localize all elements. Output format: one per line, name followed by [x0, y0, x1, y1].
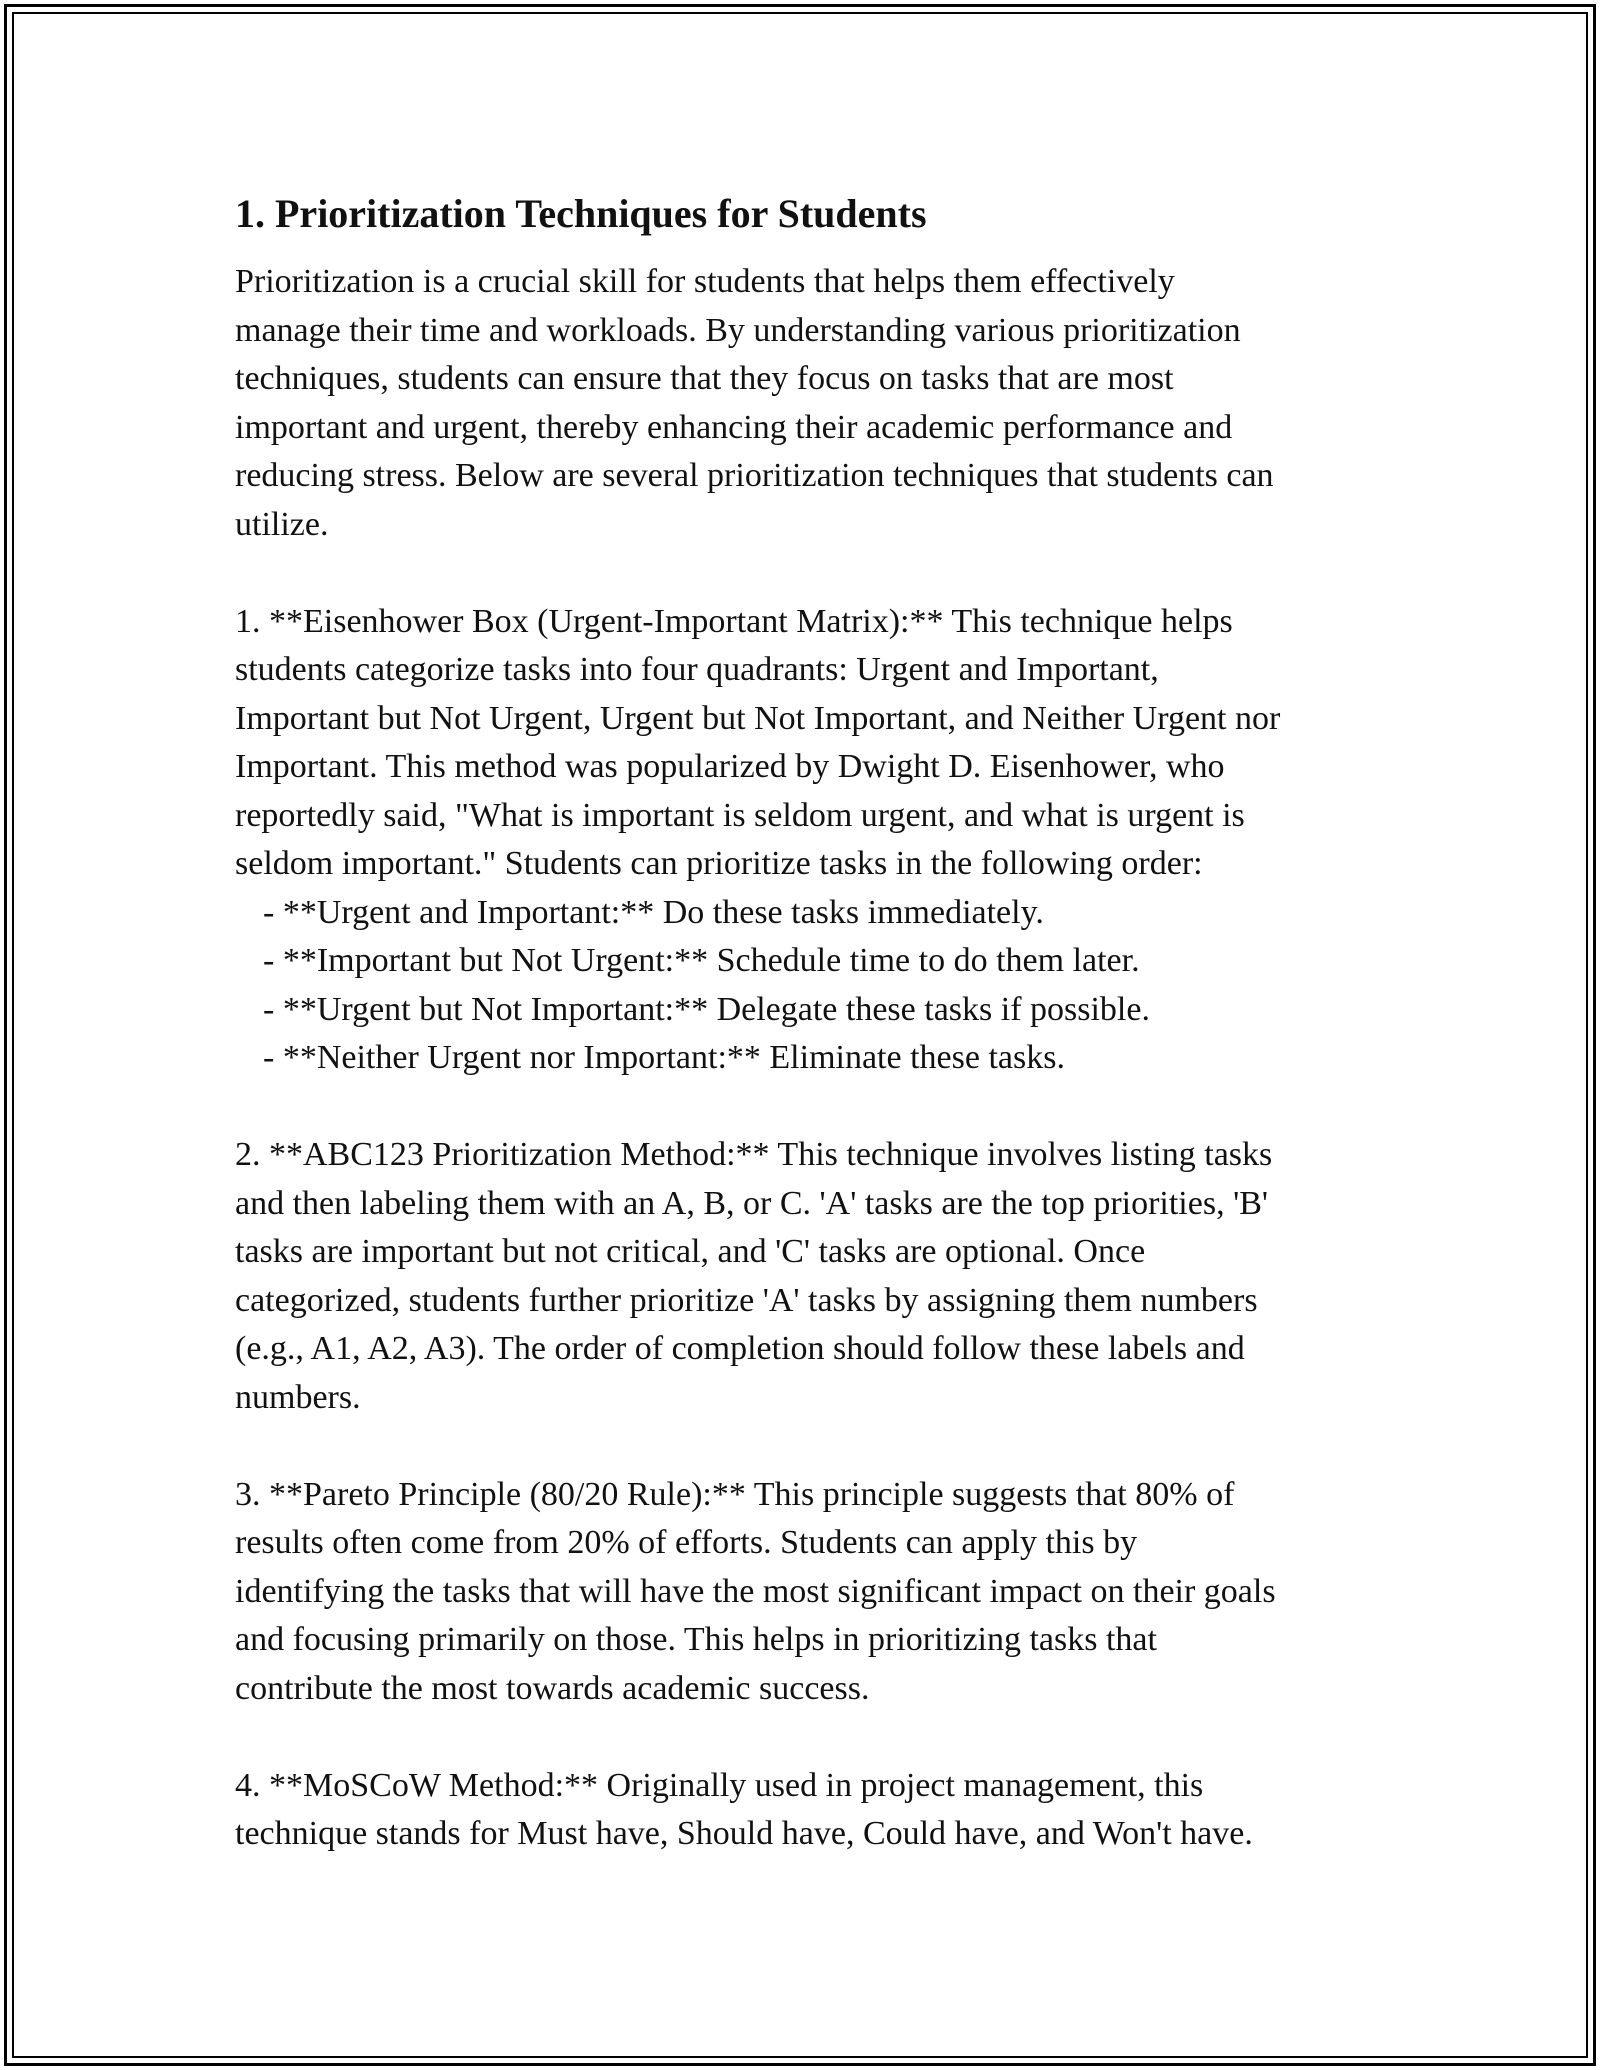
paragraph-gap: [235, 1713, 1385, 1762]
technique-abc123-paragraph: 2. **ABC123 Prioritization Method:** This technique involves listing tasks and then labeling them with an A, B, or C. 'A' tasks are the top priorities, 'B' tasks are important but not critical, and 'C' tasks are optional. Once categorized, students further prioritize 'A' tasks by assigning them numbers (e.g., A1, A2, A3). The order of completion should follow these labels and numbers.: [235, 1136, 1273, 1416]
paragraph-gap: [235, 1083, 1385, 1132]
eisenhower-bullet-important-not-urgent: - **Important but Not Urgent:** Schedule time to do them later.: [263, 942, 1140, 979]
paragraph-gap: [235, 549, 1385, 598]
eisenhower-bullet-neither: - **Neither Urgent nor Important:** Eliminate these tasks.: [263, 1039, 1065, 1076]
intro-paragraph: Prioritization is a crucial skill for students that helps them effectively manage their time and workloads. By understanding various prioritization techniques, students can ensure that they focus on tasks that are most important and urgent, thereby enhancing their academic performance and reducing stress. Below are several prioritization techniques that students can utilize.: [235, 263, 1274, 543]
technique-moscow-paragraph: 4. **MoSCoW Method:** Originally used in project management, this technique stands for Must have, Should have, Could have, and Won't have.: [235, 1766, 1253, 1852]
eisenhower-bullet-urgent-important: - **Urgent and Important:** Do these tasks immediately.: [263, 893, 1044, 931]
technique-pareto-paragraph: 3. **Pareto Principle (80/20 Rule):** This principle suggests that 80% of results often come from 20% of efforts. Students can apply this by identifying the tasks that will have the most significant impact on their goals and focusing primarily on those. This helps in prioritizing tasks that contribute the most towards academic success.: [235, 1475, 1276, 1707]
technique-eisenhower-paragraph: 1. **Eisenhower Box (Urgent-Important Matrix):** This technique helps students categorize tasks into four quadrants: Urgent and Important, Important but Not Urgent, Urgent but Not Important, and Neither Urgent nor Important. This method was popularized by Dwight D. Eisenhower, who reportedly said, "What is important is seldom urgent, and what is urgent is seldom important." Students can prioritize tasks in the following order:: [235, 602, 1281, 882]
eisenhower-bullet-urgent-not-important: - **Urgent but Not Important:** Delegate these tasks if possible.: [263, 990, 1150, 1028]
section-heading: 1. Prioritization Techniques for Students: [235, 191, 927, 236]
paragraph-gap: [235, 1422, 1385, 1471]
document-body: [235, 186, 1385, 1859]
